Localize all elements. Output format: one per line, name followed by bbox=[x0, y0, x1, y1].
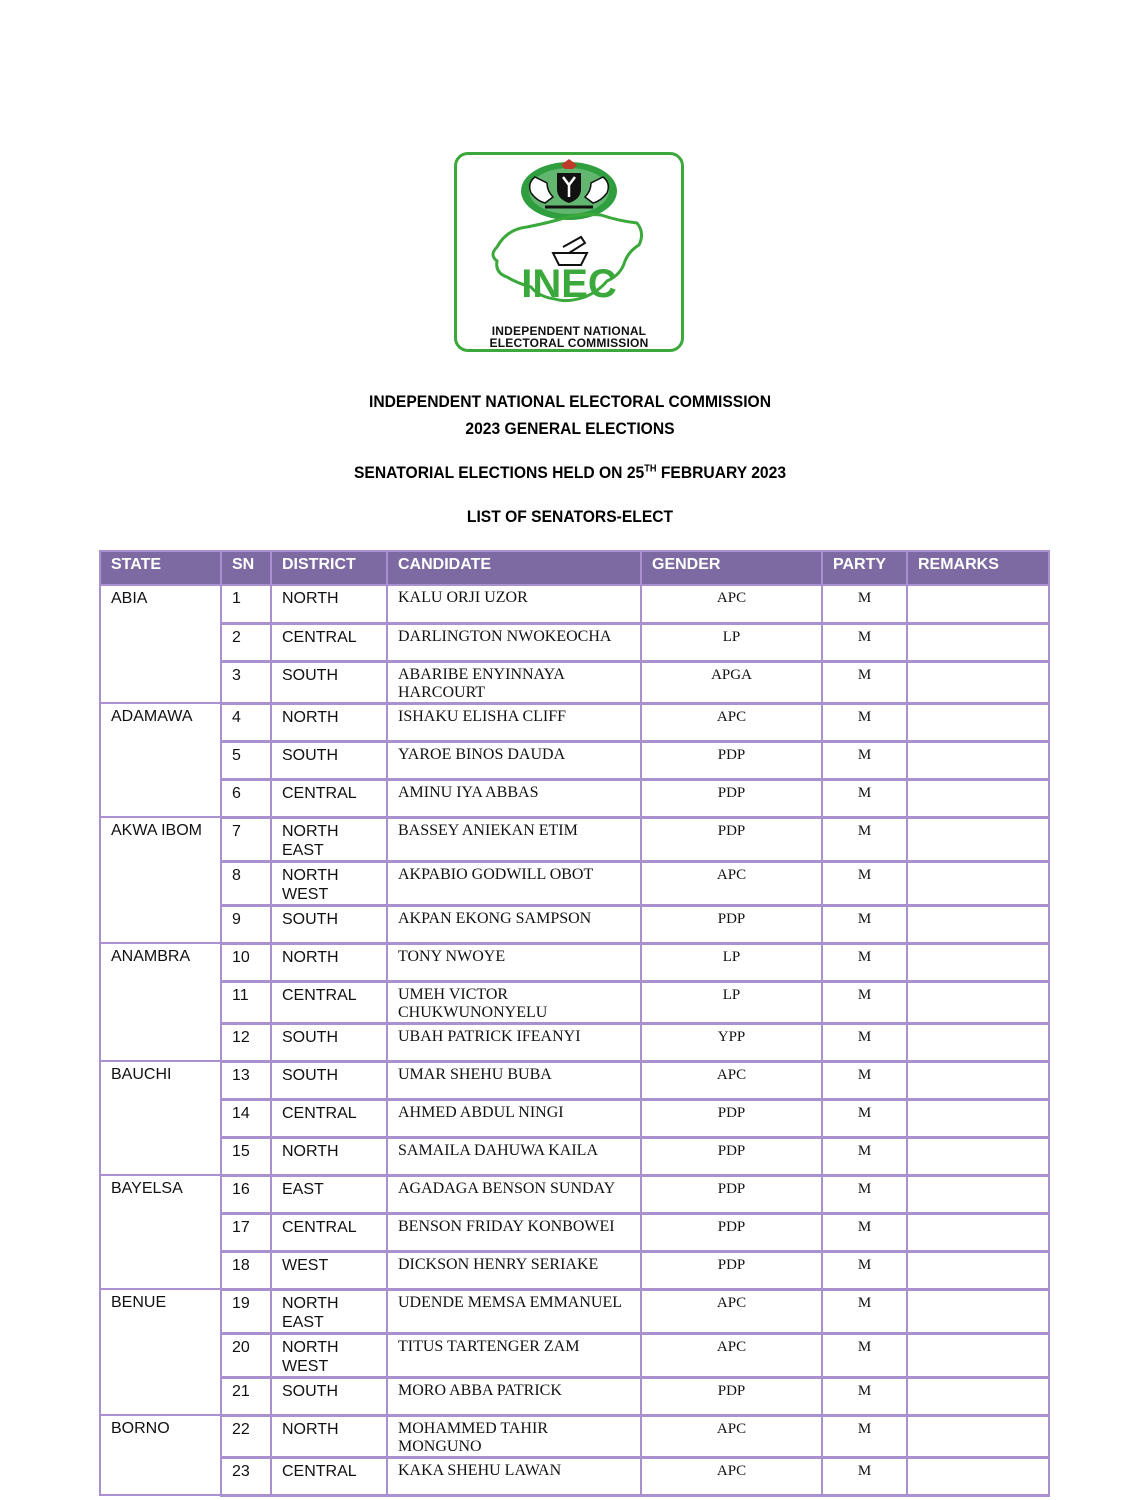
cell-gender: LP bbox=[641, 981, 822, 1023]
cell-sn: 23 bbox=[221, 1457, 271, 1495]
cell-remarks bbox=[907, 981, 1049, 1023]
cell-remarks bbox=[907, 1213, 1049, 1251]
cell-district: SOUTH bbox=[271, 1377, 387, 1415]
cell-sn: 10 bbox=[221, 943, 271, 981]
cell-party: M bbox=[822, 1415, 907, 1457]
cell-remarks bbox=[907, 1023, 1049, 1061]
cell-gender: PDP bbox=[641, 1137, 822, 1175]
table-row bbox=[100, 1289, 1049, 1333]
cell-state bbox=[100, 1457, 221, 1495]
header-senatorial-pre: SENATORIAL ELECTIONS HELD ON 25 bbox=[353, 463, 645, 482]
cell-party: M bbox=[822, 585, 907, 623]
cell-district: CENTRAL bbox=[271, 1457, 387, 1495]
cell-party: M bbox=[822, 861, 907, 905]
cell-district: NORTH bbox=[271, 943, 387, 981]
cell-party: M bbox=[822, 1251, 907, 1289]
cell-candidate: ISHAKU ELISHA CLIFF bbox=[387, 703, 641, 741]
table-row bbox=[100, 1457, 1049, 1495]
cell-gender: APC bbox=[641, 703, 822, 741]
column-header-gender: GENDER bbox=[641, 551, 822, 585]
cell-party: M bbox=[822, 943, 907, 981]
cell-remarks bbox=[907, 905, 1049, 943]
cell-candidate: ABARIBE ENYINNAYA HARCOURT bbox=[387, 661, 641, 703]
cell-remarks bbox=[907, 1251, 1049, 1289]
cell-state bbox=[100, 861, 221, 905]
header-list-title: LIST OF SENATORS-ELECT bbox=[466, 507, 674, 526]
cell-party: M bbox=[822, 1377, 907, 1415]
cell-party: M bbox=[822, 1099, 907, 1137]
cell-sn: 20 bbox=[221, 1333, 271, 1377]
cell-district: SOUTH bbox=[271, 661, 387, 703]
column-header-state: STATE bbox=[100, 551, 221, 585]
cell-district: NORTH bbox=[271, 1137, 387, 1175]
cell-sn: 21 bbox=[221, 1377, 271, 1415]
cell-party: M bbox=[822, 1023, 907, 1061]
column-header-remarks: REMARKS bbox=[907, 551, 1049, 585]
cell-state bbox=[100, 1099, 221, 1137]
cell-party: M bbox=[822, 981, 907, 1023]
cell-district: WEST bbox=[271, 1251, 387, 1289]
cell-party: M bbox=[822, 1289, 907, 1333]
cell-state: ABIA bbox=[100, 585, 221, 623]
cell-candidate: MOHAMMED TAHIR MONGUNO bbox=[387, 1415, 641, 1457]
cell-sn: 4 bbox=[221, 703, 271, 741]
cell-state bbox=[100, 661, 221, 703]
cell-sn: 15 bbox=[221, 1137, 271, 1175]
cell-remarks bbox=[907, 779, 1049, 817]
cell-candidate: KAKA SHEHU LAWAN bbox=[387, 1457, 641, 1495]
table-body bbox=[100, 585, 1049, 1495]
cell-district: NORTH EAST bbox=[271, 1289, 387, 1333]
cell-remarks bbox=[907, 1137, 1049, 1175]
cell-district: NORTH WEST bbox=[271, 861, 387, 905]
cell-party: M bbox=[822, 905, 907, 943]
cell-candidate: UMAR SHEHU BUBA bbox=[387, 1061, 641, 1099]
cell-district: CENTRAL bbox=[271, 1213, 387, 1251]
cell-gender: PDP bbox=[641, 1099, 822, 1137]
cell-candidate: DARLINGTON NWOKEOCHA bbox=[387, 623, 641, 661]
cell-gender: LP bbox=[641, 943, 822, 981]
cell-party: M bbox=[822, 661, 907, 703]
cell-remarks bbox=[907, 1289, 1049, 1333]
cell-state: ADAMAWA bbox=[100, 703, 221, 741]
cell-district: NORTH bbox=[271, 1415, 387, 1457]
cell-candidate: KALU ORJI UZOR bbox=[387, 585, 641, 623]
column-header-sn: SN bbox=[221, 551, 271, 585]
cell-sn: 8 bbox=[221, 861, 271, 905]
cell-sn: 22 bbox=[221, 1415, 271, 1457]
cell-state: BAUCHI bbox=[100, 1061, 221, 1099]
cell-remarks bbox=[907, 1457, 1049, 1495]
inec-emblem-icon bbox=[457, 155, 681, 349]
cell-sn: 9 bbox=[221, 905, 271, 943]
cell-state bbox=[100, 905, 221, 943]
cell-district: CENTRAL bbox=[271, 981, 387, 1023]
cell-gender: APC bbox=[641, 1289, 822, 1333]
table-row bbox=[100, 943, 1049, 981]
logo-line1: INDEPENDENT NATIONAL bbox=[491, 324, 647, 338]
cell-state bbox=[100, 1333, 221, 1377]
cell-remarks bbox=[907, 1415, 1049, 1457]
header-senatorial-sup: TH bbox=[644, 463, 657, 475]
table-row bbox=[100, 981, 1049, 1023]
cell-gender: APC bbox=[641, 1333, 822, 1377]
cell-candidate: UDENDE MEMSA EMMANUEL bbox=[387, 1289, 641, 1333]
cell-gender: APC bbox=[641, 861, 822, 905]
cell-gender: APC bbox=[641, 1061, 822, 1099]
cell-state bbox=[100, 1251, 221, 1289]
table-row bbox=[100, 1377, 1049, 1415]
cell-party: M bbox=[822, 1061, 907, 1099]
cell-state bbox=[100, 623, 221, 661]
header-elections: 2023 GENERAL ELECTIONS bbox=[465, 419, 675, 438]
cell-remarks bbox=[907, 1377, 1049, 1415]
cell-candidate: UMEH VICTOR CHUKWUNONYELU bbox=[387, 981, 641, 1023]
cell-state bbox=[100, 1213, 221, 1251]
cell-state bbox=[100, 741, 221, 779]
cell-state: AKWA IBOM bbox=[100, 817, 221, 861]
cell-remarks bbox=[907, 1175, 1049, 1213]
cell-district: EAST bbox=[271, 1175, 387, 1213]
cell-remarks bbox=[907, 1333, 1049, 1377]
inec-letters: INEC bbox=[521, 262, 617, 306]
cell-district: CENTRAL bbox=[271, 779, 387, 817]
cell-remarks bbox=[907, 817, 1049, 861]
cell-party: M bbox=[822, 1137, 907, 1175]
cell-candidate: BENSON FRIDAY KONBOWEI bbox=[387, 1213, 641, 1251]
cell-gender: APC bbox=[641, 1457, 822, 1495]
table-row bbox=[100, 585, 1049, 623]
table-row bbox=[100, 1175, 1049, 1213]
cell-sn: 6 bbox=[221, 779, 271, 817]
cell-district: SOUTH bbox=[271, 741, 387, 779]
cell-gender: APGA bbox=[641, 661, 822, 703]
cell-district: SOUTH bbox=[271, 1061, 387, 1099]
cell-candidate: AGADAGA BENSON SUNDAY bbox=[387, 1175, 641, 1213]
cell-state: ANAMBRA bbox=[100, 943, 221, 981]
cell-district: NORTH bbox=[271, 703, 387, 741]
cell-gender: PDP bbox=[641, 1175, 822, 1213]
cell-candidate: BASSEY ANIEKAN ETIM bbox=[387, 817, 641, 861]
table-row bbox=[100, 1137, 1049, 1175]
cell-gender: YPP bbox=[641, 1023, 822, 1061]
cell-state bbox=[100, 1137, 221, 1175]
cell-state: BAYELSA bbox=[100, 1175, 221, 1213]
cell-district: CENTRAL bbox=[271, 1099, 387, 1137]
cell-sn: 3 bbox=[221, 661, 271, 703]
cell-gender: PDP bbox=[641, 1213, 822, 1251]
cell-party: M bbox=[822, 703, 907, 741]
table-header-row bbox=[100, 551, 1049, 585]
table-row bbox=[100, 1333, 1049, 1377]
cell-candidate: SAMAILA DAHUWA KAILA bbox=[387, 1137, 641, 1175]
cell-gender: PDP bbox=[641, 905, 822, 943]
cell-sn: 7 bbox=[221, 817, 271, 861]
cell-party: M bbox=[822, 1333, 907, 1377]
cell-party: M bbox=[822, 623, 907, 661]
cell-candidate: AKPABIO GODWILL OBOT bbox=[387, 861, 641, 905]
cell-remarks bbox=[907, 623, 1049, 661]
table-row bbox=[100, 623, 1049, 661]
logo-line2: ELECTORAL COMMISSION bbox=[489, 336, 649, 350]
cell-gender: PDP bbox=[641, 779, 822, 817]
cell-remarks bbox=[907, 661, 1049, 703]
cell-candidate: TONY NWOYE bbox=[387, 943, 641, 981]
cell-district: NORTH EAST bbox=[271, 817, 387, 861]
cell-candidate: AKPAN EKONG SAMPSON bbox=[387, 905, 641, 943]
cell-state: BORNO bbox=[100, 1415, 221, 1457]
cell-district: CENTRAL bbox=[271, 623, 387, 661]
cell-remarks bbox=[907, 1099, 1049, 1137]
column-header-party: PARTY bbox=[822, 551, 907, 585]
table-row bbox=[100, 661, 1049, 703]
cell-remarks bbox=[907, 585, 1049, 623]
header-commission: INDEPENDENT NATIONAL ELECTORAL COMMISSION bbox=[368, 392, 772, 411]
cell-sn: 19 bbox=[221, 1289, 271, 1333]
table-row bbox=[100, 1023, 1049, 1061]
cell-state bbox=[100, 779, 221, 817]
cell-candidate: MORO ABBA PATRICK bbox=[387, 1377, 641, 1415]
cell-sn: 1 bbox=[221, 585, 271, 623]
cell-party: M bbox=[822, 1175, 907, 1213]
table-row bbox=[100, 905, 1049, 943]
cell-remarks bbox=[907, 943, 1049, 981]
cell-state: BENUE bbox=[100, 1289, 221, 1333]
cell-district: NORTH bbox=[271, 585, 387, 623]
column-header-district: DISTRICT bbox=[271, 551, 387, 585]
cell-state bbox=[100, 1377, 221, 1415]
column-header-candidate: CANDIDATE bbox=[387, 551, 641, 585]
senators-table bbox=[99, 550, 1050, 1497]
cell-gender: PDP bbox=[641, 1377, 822, 1415]
cell-gender: PDP bbox=[641, 1251, 822, 1289]
cell-gender: LP bbox=[641, 623, 822, 661]
cell-sn: 2 bbox=[221, 623, 271, 661]
table-row bbox=[100, 741, 1049, 779]
cell-district: SOUTH bbox=[271, 905, 387, 943]
cell-state bbox=[100, 981, 221, 1023]
table-row bbox=[100, 703, 1049, 741]
cell-sn: 16 bbox=[221, 1175, 271, 1213]
cell-party: M bbox=[822, 1457, 907, 1495]
cell-candidate: UBAH PATRICK IFEANYI bbox=[387, 1023, 641, 1061]
header-senatorial bbox=[46, 463, 1095, 483]
cell-candidate: TITUS TARTENGER ZAM bbox=[387, 1333, 641, 1377]
cell-party: M bbox=[822, 817, 907, 861]
cell-sn: 5 bbox=[221, 741, 271, 779]
cell-party: M bbox=[822, 779, 907, 817]
table-row bbox=[100, 1213, 1049, 1251]
cell-sn: 18 bbox=[221, 1251, 271, 1289]
cell-district: NORTH WEST bbox=[271, 1333, 387, 1377]
cell-remarks bbox=[907, 1061, 1049, 1099]
cell-sn: 13 bbox=[221, 1061, 271, 1099]
cell-candidate: AHMED ABDUL NINGI bbox=[387, 1099, 641, 1137]
cell-candidate: YAROE BINOS DAUDA bbox=[387, 741, 641, 779]
cell-sn: 14 bbox=[221, 1099, 271, 1137]
cell-remarks bbox=[907, 703, 1049, 741]
cell-sn: 12 bbox=[221, 1023, 271, 1061]
cell-party: M bbox=[822, 1213, 907, 1251]
table-row bbox=[100, 1099, 1049, 1137]
cell-remarks bbox=[907, 861, 1049, 905]
cell-candidate: DICKSON HENRY SERIAKE bbox=[387, 1251, 641, 1289]
cell-party: M bbox=[822, 741, 907, 779]
inec-logo bbox=[454, 152, 684, 352]
table-row bbox=[100, 1251, 1049, 1289]
cell-gender: APC bbox=[641, 585, 822, 623]
table-row bbox=[100, 1415, 1049, 1457]
table-row bbox=[100, 779, 1049, 817]
cell-remarks bbox=[907, 741, 1049, 779]
table-row bbox=[100, 817, 1049, 861]
cell-state bbox=[100, 1023, 221, 1061]
cell-sn: 17 bbox=[221, 1213, 271, 1251]
table-row bbox=[100, 861, 1049, 905]
cell-district: SOUTH bbox=[271, 1023, 387, 1061]
cell-gender: PDP bbox=[641, 817, 822, 861]
cell-gender: PDP bbox=[641, 741, 822, 779]
cell-gender: APC bbox=[641, 1415, 822, 1457]
header-senatorial-post: FEBRUARY 2023 bbox=[656, 463, 787, 482]
table-row bbox=[100, 1061, 1049, 1099]
cell-sn: 11 bbox=[221, 981, 271, 1023]
cell-candidate: AMINU IYA ABBAS bbox=[387, 779, 641, 817]
